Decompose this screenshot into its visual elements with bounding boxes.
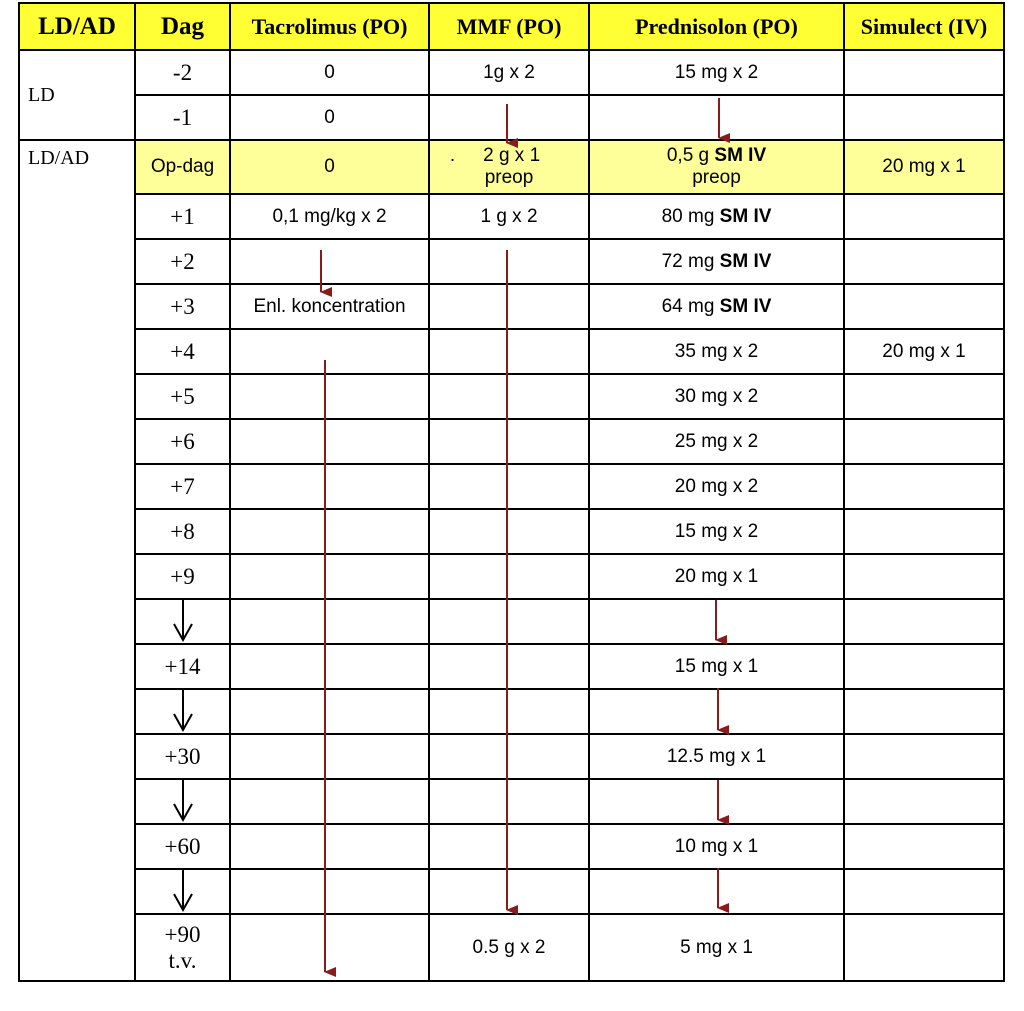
simulect-cell <box>844 689 1004 734</box>
mmf-cell <box>429 284 589 329</box>
tacrolimus-cell: 0 <box>230 140 429 194</box>
tacrolimus-cell <box>230 329 429 374</box>
mmf-dose: 2 g x 1 <box>483 145 541 166</box>
tacrolimus-cell: Enl. koncentration <box>230 284 429 329</box>
mmf-cell <box>429 419 589 464</box>
mmf-cell <box>429 599 589 644</box>
table-row <box>19 644 1004 689</box>
table-row <box>19 329 1004 374</box>
tacrolimus-cell <box>230 464 429 509</box>
tacrolimus-cell <box>230 554 429 599</box>
mmf-cell <box>429 824 589 869</box>
simulect-cell <box>844 194 1004 239</box>
table-row <box>19 509 1004 554</box>
dag-cell: +7 <box>135 464 230 509</box>
tacrolimus-cell: 0 <box>230 50 429 95</box>
simulect-cell <box>844 824 1004 869</box>
pred-dose: 72 mg <box>661 250 720 272</box>
tacrolimus-cell <box>230 689 429 734</box>
header-mmf: MMF (PO) <box>429 3 589 50</box>
dag-cell <box>135 869 230 914</box>
tacrolimus-cell <box>230 374 429 419</box>
mmf-cell <box>429 689 589 734</box>
tacrolimus-cell <box>230 644 429 689</box>
header-prednisolon: Prednisolon (PO) <box>589 3 844 50</box>
dag-cell: +9 <box>135 554 230 599</box>
simulect-cell <box>844 599 1004 644</box>
table-row <box>19 464 1004 509</box>
tacrolimus-cell <box>230 509 429 554</box>
tacrolimus-cell <box>230 869 429 914</box>
pred-route: SM IV <box>719 295 772 317</box>
simulect-cell <box>844 644 1004 689</box>
mmf-cell <box>429 239 589 284</box>
dag-cell: +60 <box>135 824 230 869</box>
table-row <box>19 374 1004 419</box>
pred-dose: 64 mg <box>661 295 720 317</box>
mmf-cell <box>429 869 589 914</box>
table-row <box>19 50 1004 95</box>
tacrolimus-cell <box>230 779 429 824</box>
tacrolimus-cell: 0,1 mg/kg x 2 <box>230 194 429 239</box>
pred-dose: 80 mg <box>661 205 720 227</box>
dag-cell: +6 <box>135 419 230 464</box>
group-ldad: LD/AD <box>19 140 135 981</box>
dag-note: t.v. <box>168 947 197 973</box>
simulect-cell <box>844 779 1004 824</box>
prednisolon-cell: 15 mg x 1 <box>589 644 844 689</box>
simulect-cell <box>844 374 1004 419</box>
prednisolon-cell: 30 mg x 2 <box>589 374 844 419</box>
prednisolon-cell <box>589 284 844 329</box>
prednisolon-cell <box>589 194 844 239</box>
tacrolimus-cell <box>230 734 429 779</box>
dag-cell: +14 <box>135 644 230 689</box>
dag-cell: -1 <box>135 95 230 140</box>
prednisolon-cell: 25 mg x 2 <box>589 419 844 464</box>
mmf-cell <box>429 734 589 779</box>
table-row-opdag <box>19 140 1004 194</box>
mmf-cell <box>429 140 589 194</box>
prednisolon-cell <box>589 140 844 194</box>
pred-route: SM IV <box>719 205 772 227</box>
tacrolimus-cell <box>230 914 429 981</box>
table-row <box>19 284 1004 329</box>
dag-cell <box>135 689 230 734</box>
simulect-cell <box>844 419 1004 464</box>
prednisolon-cell: 5 mg x 1 <box>589 914 844 981</box>
prednisolon-cell: 12.5 mg x 1 <box>589 734 844 779</box>
prednisolon-cell: 15 mg x 2 <box>589 509 844 554</box>
dag-cell <box>135 599 230 644</box>
simulect-cell <box>844 50 1004 95</box>
simulect-cell: 20 mg x 1 <box>844 140 1004 194</box>
dag-cell: +4 <box>135 329 230 374</box>
table-row <box>19 869 1004 914</box>
dag-cell: +3 <box>135 284 230 329</box>
dag-cell: -2 <box>135 50 230 95</box>
group-ld: LD <box>19 50 135 140</box>
dag-cell: +8 <box>135 509 230 554</box>
dag-cell <box>135 914 230 981</box>
dag-cell: +5 <box>135 374 230 419</box>
dag-cell: +1 <box>135 194 230 239</box>
table-row <box>19 554 1004 599</box>
table-row <box>19 194 1004 239</box>
mmf-cell <box>429 554 589 599</box>
mmf-cell: 0.5 g x 2 <box>429 914 589 981</box>
table-row <box>19 419 1004 464</box>
mmf-cell <box>429 509 589 554</box>
prednisolon-cell <box>589 779 844 824</box>
dag-cell: +30 <box>135 734 230 779</box>
table-row <box>19 95 1004 140</box>
immunosuppression-schedule-table <box>18 2 1005 982</box>
header-row <box>19 3 1004 50</box>
header-tacrolimus: Tacrolimus (PO) <box>230 3 429 50</box>
tacrolimus-cell: 0 <box>230 95 429 140</box>
table-row <box>19 239 1004 284</box>
simulect-cell: 20 mg x 1 <box>844 329 1004 374</box>
mmf-cell <box>429 464 589 509</box>
simulect-cell <box>844 464 1004 509</box>
mmf-cell <box>429 644 589 689</box>
mmf-cell <box>429 779 589 824</box>
prednisolon-cell <box>589 239 844 284</box>
dag-cell: Op-dag <box>135 140 230 194</box>
table-row <box>19 599 1004 644</box>
simulect-cell <box>844 284 1004 329</box>
mmf-cell: 1 g x 2 <box>429 194 589 239</box>
table-row <box>19 734 1004 779</box>
pred-route: SM IV <box>719 250 772 272</box>
pred-dose: 0,5 g <box>666 145 715 166</box>
header-simulect: Simulect (IV) <box>844 3 1004 50</box>
simulect-cell <box>844 914 1004 981</box>
table-row <box>19 689 1004 734</box>
simulect-cell <box>844 734 1004 779</box>
header-dag: Dag <box>135 3 230 50</box>
mmf-cell: 1g x 2 <box>429 50 589 95</box>
pred-route: SM IV <box>714 145 767 166</box>
simulect-cell <box>844 95 1004 140</box>
prednisolon-cell: 35 mg x 2 <box>589 329 844 374</box>
mmf-cell <box>429 95 589 140</box>
prednisolon-cell <box>589 95 844 140</box>
tacrolimus-cell <box>230 239 429 284</box>
dag-cell: +2 <box>135 239 230 284</box>
table-row <box>19 824 1004 869</box>
table-row <box>19 779 1004 824</box>
tacrolimus-cell <box>230 419 429 464</box>
prednisolon-cell: 10 mg x 1 <box>589 824 844 869</box>
dag-cell <box>135 779 230 824</box>
prednisolon-cell: 20 mg x 1 <box>589 554 844 599</box>
header-ldad: LD/AD <box>19 3 135 50</box>
mmf-dot: . <box>449 145 456 166</box>
prednisolon-cell: 15 mg x 2 <box>589 50 844 95</box>
prednisolon-cell: 20 mg x 2 <box>589 464 844 509</box>
prednisolon-cell <box>589 869 844 914</box>
prednisolon-cell <box>589 599 844 644</box>
mmf-timing: preop <box>484 167 534 188</box>
simulect-cell <box>844 554 1004 599</box>
mmf-cell <box>429 329 589 374</box>
tacrolimus-cell <box>230 824 429 869</box>
tacrolimus-cell <box>230 599 429 644</box>
mmf-cell <box>429 374 589 419</box>
pred-timing: preop <box>692 167 741 188</box>
prednisolon-cell <box>589 689 844 734</box>
simulect-cell <box>844 509 1004 554</box>
simulect-cell <box>844 869 1004 914</box>
table-row <box>19 914 1004 981</box>
dag-value: +90 <box>164 921 201 947</box>
simulect-cell <box>844 239 1004 284</box>
